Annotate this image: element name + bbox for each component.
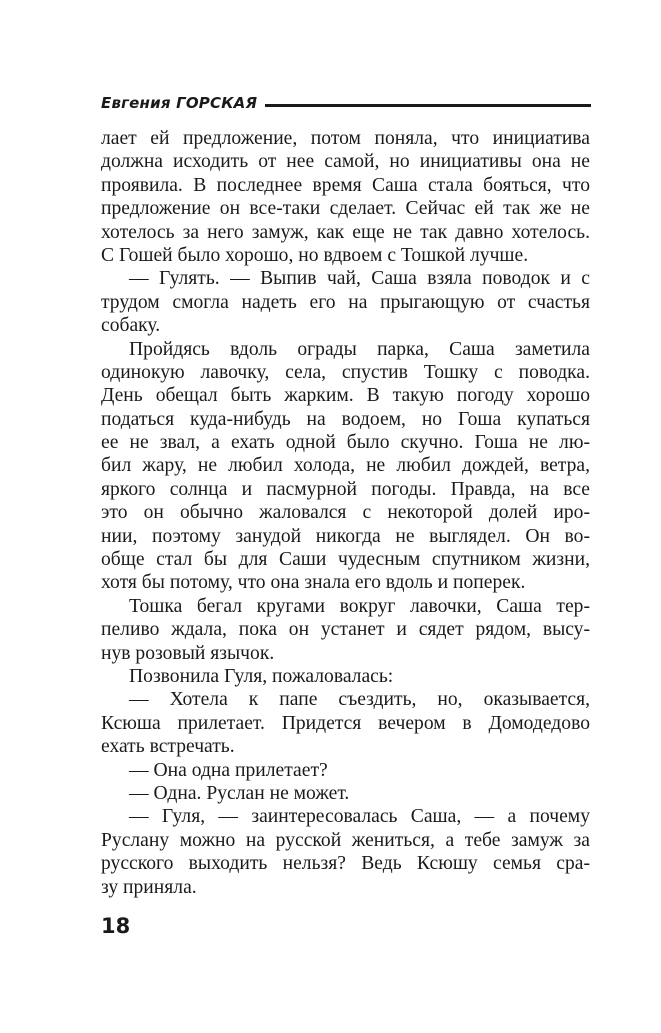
body-text xyxy=(101,127,590,899)
text-line: одинокую лавочку, села, спустив Тошку с поводка. xyxy=(101,361,590,383)
text-line: Ксюша прилетает. Придется вечером в Домодедово xyxy=(101,712,590,734)
text-line: хотя бы потому, что она знала его вдоль и поперек. xyxy=(101,572,526,594)
text-line: лает ей предложение, потом поняла, что инициатива xyxy=(101,128,590,149)
text-line: ехать встречать. xyxy=(101,736,235,758)
text-line: Тошка бегал кругами вокруг лавочки, Саша тер- xyxy=(129,595,590,617)
text-line: обще стал бы для Саши чудесным спутником жизни, xyxy=(101,549,590,571)
text-line: проявила. В последнее время Саша стала бояться, что xyxy=(101,174,590,196)
text-line: должна исходить от нее самой, но инициативы она не xyxy=(101,151,590,173)
text-line: Руслану можно на русской жениться, а тебе замуж за xyxy=(101,829,590,851)
text-line: русского выходить нельзя? Ведь Ксюшу семья сра- xyxy=(101,853,590,875)
author-name: Евгения ГОРСКАЯ xyxy=(101,94,258,112)
text-line: нии, поэтому занудой никогда не выглядел. Он во- xyxy=(101,525,590,547)
header-rule xyxy=(265,104,591,107)
text-line: хотелось за него замуж, как еще не так давно хотелось. xyxy=(101,221,590,243)
text-line: — Гуля, — заинтересовалась Саша, — а почему xyxy=(129,806,590,828)
text-line: — Она одна прилетает? xyxy=(129,759,328,781)
text-line: Позвонила Гуля, пожаловалась: xyxy=(129,665,394,687)
text-line: С Гошей было хорошо, но вдвоем с Тошкой лучше. xyxy=(101,244,529,266)
text-line: — Хотела к папе съездить, но, оказывается, xyxy=(129,689,590,711)
text-line: собаку. xyxy=(101,315,161,337)
text-line: бил жару, не любил холода, не любил дождей, ветра, xyxy=(101,455,590,477)
text-line: — Одна. Руслан не может. xyxy=(129,782,350,804)
text-line: ее не звал, а ехать одной было скучно. Гоша не лю- xyxy=(101,432,590,454)
text-line: Пройдясь вдоль ограды парка, Саша заметила xyxy=(129,338,590,360)
text-line: зу приняла. xyxy=(101,876,197,898)
text-line: трудом смогла надеть его на прыгающую от счастья xyxy=(101,291,590,313)
text-line: податься куда-нибудь на водоем, но Гоша купаться xyxy=(101,408,590,430)
text-line: — Гулять. — Выпив чай, Саша взяла поводок и с xyxy=(129,268,590,290)
text-line: это он обычно жаловался с некоторой долей иро- xyxy=(101,502,590,524)
text-line: пеливо ждала, пока он устанет и сядет рядом, высу- xyxy=(101,619,590,641)
text-line: нув розовый язычок. xyxy=(101,642,275,664)
page-number: 18 xyxy=(101,914,131,938)
running-head xyxy=(101,92,591,114)
text-line: День обещал быть жарким. В такую погоду хорошо xyxy=(101,385,590,407)
text-line: яркого солнца и пасмурной погоды. Правда, на все xyxy=(101,478,590,500)
text-line: предложение он все-таки сделает. Сейчас ей так же не xyxy=(101,198,590,220)
